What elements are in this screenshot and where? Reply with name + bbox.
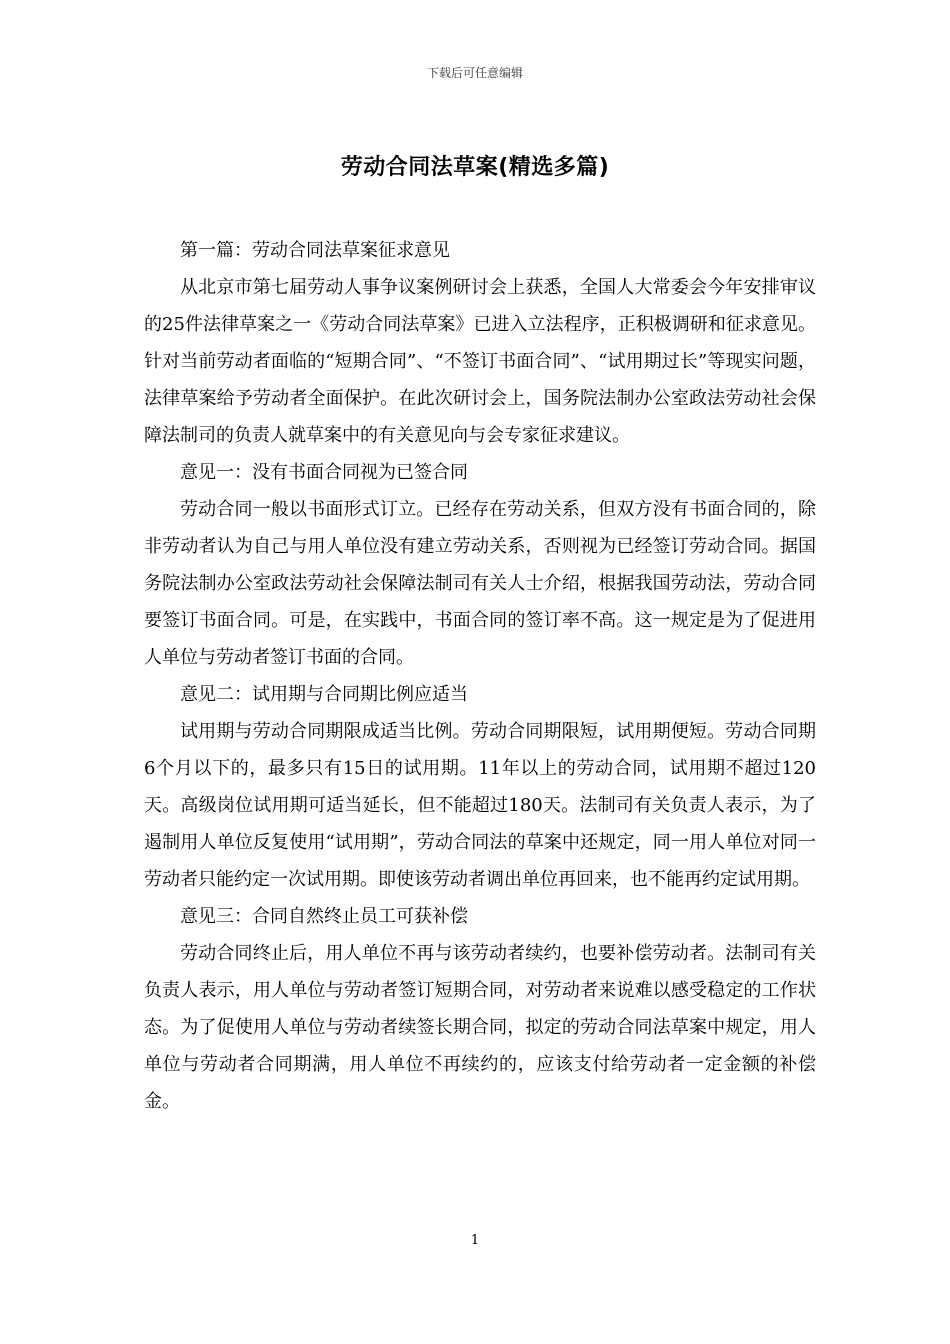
paragraph: 劳动合同一般以书面形式订立。已经存在劳动关系，但双方没有书面合同的，除非劳动者认为自己与用人单位没有建立劳动关系，否则视为已经签订劳动合同。据国务院法制办公室政法劳动社会保障法制司有关人士介绍，根据我国劳动法，劳动合同要签订书面合同。可是，在实践中，书面合同的签订率不高。这一规定是为了促进用人单位与劳动者签订书面的合同。 [144, 499, 816, 668]
document-body [144, 232, 816, 1120]
paragraph: 劳动合同终止后，用人单位不再与该劳动者续约，也要补偿劳动者。法制司有关负责人表示，用人单位与劳动者签订短期合同，对劳动者来说难以感受稳定的工作状态。为了促使用人单位与劳动者续签长期合同，拟定的劳动合同法草案中规定，用人单位与劳动者合同期满，用人单位不再续约的，应该支付给劳动者一定金额的补偿金。 [144, 943, 816, 1112]
header-note: 下载后可任意编辑 [426, 66, 523, 80]
paragraph: 从北京市第七届劳动人事争议案例研讨会上获悉，全国人大常委会今年安排审议的25件法律草案之一《劳动合同法草案》已进入立法程序，正积极调研和征求意见。针对当前劳动者面临的“短期合同”、“不签订书面合同”、“试用期过长”等现实问题，法律草案给予劳动者全面保护。在此次研讨会上，国务院法制办公室政法劳动社会保障法制司的负责人就草案中的有关意见向与会专家征求建议。 [144, 277, 816, 446]
section-heading: 意见一：没有书面合同视为已签合同 [180, 462, 468, 483]
section-heading: 第一篇：劳动合同法草案征求意见 [180, 240, 450, 261]
section-heading: 意见三：合同自然终止员工可获补偿 [180, 906, 468, 927]
paragraph: 试用期与劳动合同期限成适当比例。劳动合同期限短，试用期便短。劳动合同期6个月以下的，最多只有15日的试用期。11年以上的劳动合同，试用期不超过120天。高级岗位试用期可适当延长，但不能超过180天。法制司有关负责人表示，为了遏制用人单位反复使用“试用期”，劳动合同法的草案中还规定，同一用人单位对同一劳动者只能约定一次试用期。即使该劳动者调出单位再回来，也不能再约定试用期。 [144, 721, 816, 890]
section-heading: 意见二：试用期与合同期比例应适当 [180, 684, 468, 705]
page-number: 1 [470, 1233, 480, 1248]
document-title: 劳动合同法草案(精选多篇) [340, 155, 610, 180]
